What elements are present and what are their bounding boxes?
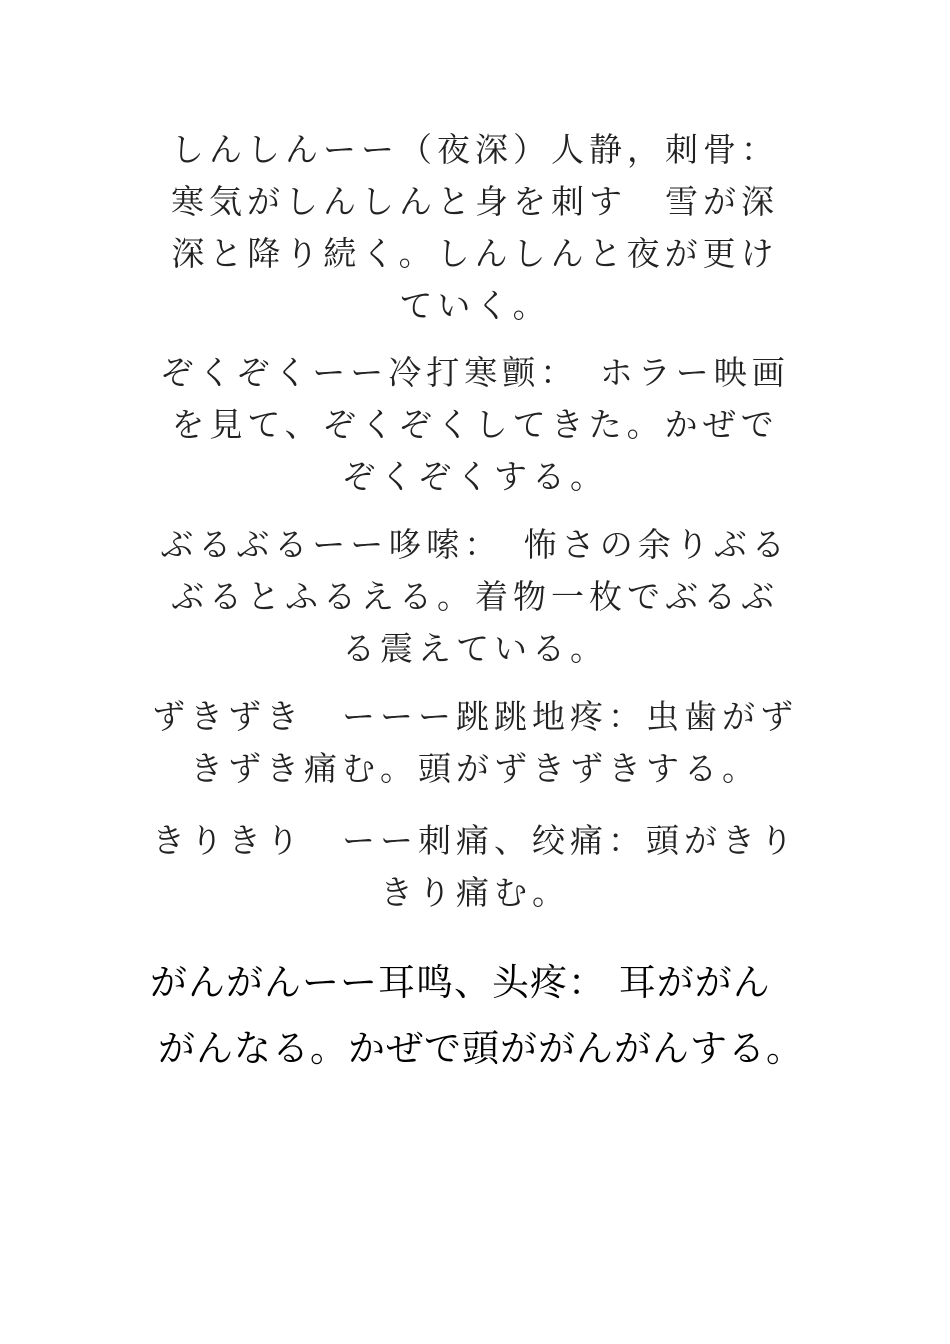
entry-kirikiri bbox=[150, 815, 800, 919]
entry-line: ぞくぞくーー冷打寒颤： ホラー映画 bbox=[160, 353, 790, 392]
entry-line: がんなる。かぜで頭ががんがんする。 bbox=[158, 1027, 804, 1070]
entry-line: ぞくぞくする。 bbox=[342, 457, 608, 496]
entry-line: ぶるとふるえる。着物一枚でぶるぶ bbox=[171, 577, 779, 616]
entry-line: 深と降り続く。しんしんと夜が更け bbox=[171, 234, 779, 273]
entry-zokuzoku bbox=[150, 347, 800, 503]
entry-gangan bbox=[150, 950, 850, 1082]
entry-line: ぶるぶるーー哆嗦： 怖さの余りぶる bbox=[160, 525, 790, 564]
entry-zukizuki bbox=[150, 691, 800, 795]
entry-line: を見て、ぞくぞくしてきた。かぜで bbox=[171, 405, 779, 444]
entry-shinshin bbox=[150, 124, 800, 332]
entry-line: きり痛む。 bbox=[380, 873, 570, 912]
entry-line: 寒気がしんしんと身を刺す 雪が深 bbox=[171, 182, 779, 221]
entry-line: がんがんーー耳鸣、头疼： 耳ががん bbox=[150, 961, 771, 1004]
entry-line: る震えている。 bbox=[342, 629, 608, 668]
entry-line: きずき痛む。頭がずきずきする。 bbox=[190, 749, 760, 788]
entry-line: きりきり ーー刺痛、绞痛：頭がきり bbox=[152, 821, 798, 860]
entry-line: ずきずき ーーー跳跳地疼：虫歯がず bbox=[152, 697, 798, 736]
entry-buruburu bbox=[150, 519, 800, 675]
entry-line: しんしんーー（夜深）人静，刺骨： bbox=[171, 130, 779, 169]
entry-line: ていく。 bbox=[399, 286, 551, 325]
